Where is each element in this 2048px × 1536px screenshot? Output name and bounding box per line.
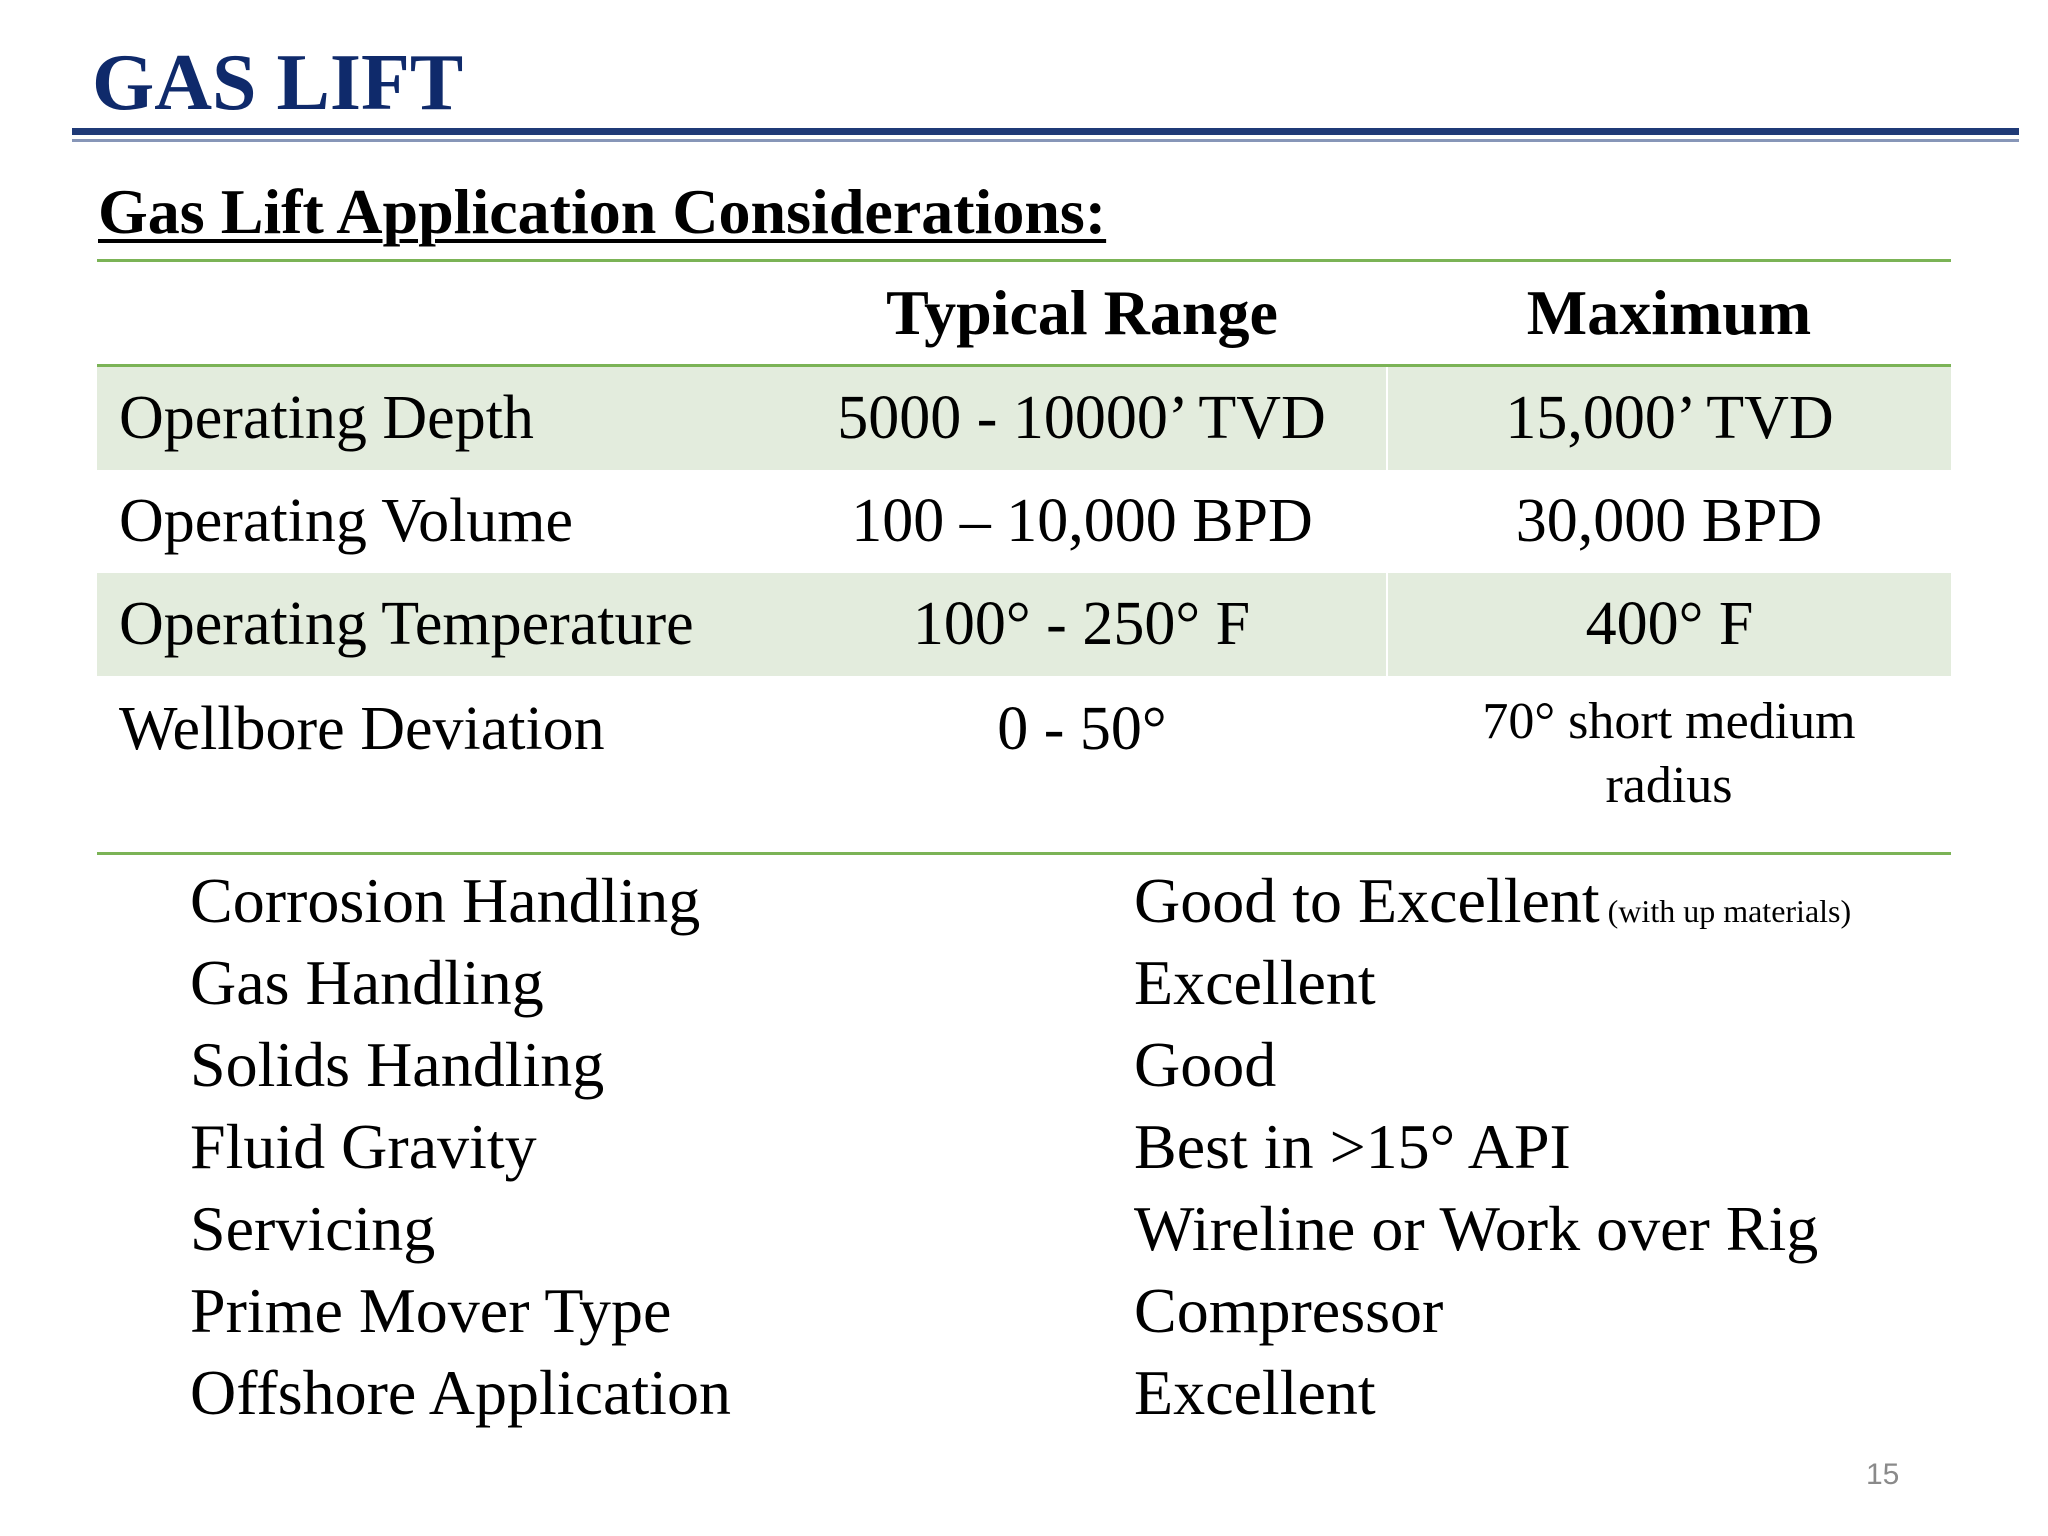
list-item — [190, 1106, 1950, 1188]
row-parameter: Operating Volume — [119, 487, 574, 555]
list-item — [190, 1024, 1950, 1106]
row-typical: 5000 - 10000’ TVD — [777, 366, 1387, 471]
row-typical: 100° - 250° F — [777, 573, 1387, 676]
title-divider-thin — [72, 139, 2019, 142]
property-label: Gas Handling — [190, 947, 544, 1018]
list-item — [190, 860, 1950, 942]
property-label: Fluid Gravity — [190, 1111, 537, 1182]
table-row — [97, 573, 1951, 676]
row-parameter: Wellbore Deviation — [97, 676, 777, 854]
header-maximum: Maximum — [1387, 261, 1951, 366]
properties-list — [190, 860, 1950, 1434]
list-item — [190, 1270, 1950, 1352]
application-table — [97, 259, 1951, 855]
row-typical: 0 - 50° — [777, 676, 1387, 854]
property-value: Wireline or Work over Rig — [1134, 1193, 1819, 1264]
property-label: Prime Mover Type — [190, 1275, 672, 1346]
page-number: 15 — [1866, 1458, 1900, 1491]
property-value: Good — [1134, 1029, 1277, 1100]
row-maximum: 30,000 BPD — [1515, 487, 1823, 555]
row-parameter: Operating Depth — [97, 366, 777, 471]
property-label: Servicing — [190, 1193, 436, 1264]
property-note: (with up materials) — [1607, 893, 1852, 929]
table-row — [97, 366, 1951, 471]
list-item — [190, 1352, 1950, 1434]
header-typical-range: Typical Range — [777, 261, 1387, 366]
row-typical: 100 – 10,000 BPD — [851, 487, 1313, 555]
property-value: Excellent — [1134, 1357, 1376, 1428]
row-maximum: 400° F — [1387, 573, 1951, 676]
table-row — [97, 676, 1951, 854]
row-maximum-line1: 70° short medium — [1482, 693, 1856, 750]
table-row — [97, 470, 1951, 573]
property-value: Best in >15° API — [1134, 1111, 1571, 1182]
slide-title: GAS LIFT — [92, 39, 464, 127]
property-value: Compressor — [1134, 1275, 1444, 1346]
list-item — [190, 1188, 1950, 1270]
property-label: Corrosion Handling — [190, 865, 701, 936]
property-value-text: Good to Excellent — [1134, 865, 1600, 936]
property-label: Offshore Application — [190, 1357, 731, 1428]
row-maximum — [1387, 676, 1951, 854]
property-value: Excellent — [1134, 947, 1376, 1018]
list-item — [190, 942, 1950, 1024]
header-parameter — [97, 261, 777, 366]
property-value — [1134, 860, 1851, 952]
property-label: Solids Handling — [190, 1029, 605, 1100]
section-heading: Gas Lift Application Considerations: — [98, 176, 1107, 247]
title-divider — [72, 128, 2019, 135]
row-maximum: 15,000’ TVD — [1387, 366, 1951, 471]
row-maximum-line2: radius — [1605, 757, 1733, 814]
table-header-row — [97, 261, 1951, 366]
row-parameter: Operating Temperature — [97, 573, 777, 676]
